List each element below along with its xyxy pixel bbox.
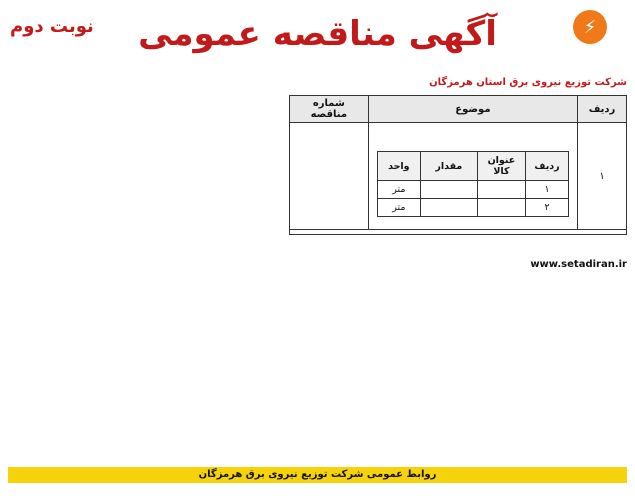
guarantee-note	[289, 230, 626, 235]
item-row: ۱	[526, 181, 569, 199]
intro	[8, 76, 627, 90]
col-subject: موضوع	[368, 96, 577, 123]
header	[0, 0, 635, 76]
col-tender-no: شماره مناقصه	[289, 96, 368, 123]
sub-col-row: ردیف	[526, 152, 569, 181]
tender-description	[373, 125, 573, 147]
item-row: ۲	[526, 199, 569, 217]
row-number: ۱	[578, 123, 627, 230]
item-unit: متر	[377, 199, 420, 217]
col-row: ردیف	[578, 96, 627, 123]
lightning-icon: ⚡	[573, 10, 607, 44]
sub-col-item: عنوان کالا	[477, 152, 525, 181]
deposit-note	[373, 221, 573, 227]
round-label: نوبت دوم	[10, 16, 94, 37]
body-text	[8, 258, 627, 448]
item-title	[477, 199, 525, 217]
item-qty	[420, 181, 477, 199]
tender-number	[289, 123, 368, 230]
item-title	[477, 181, 525, 199]
item-unit: متر	[377, 181, 420, 199]
sub-col-unit: واحد	[377, 152, 420, 181]
page-title: آگهی مناقصه عمومی	[138, 14, 497, 54]
tender-table	[289, 95, 627, 235]
table-row	[377, 181, 568, 199]
sub-col-qty: مقدار	[420, 152, 477, 181]
org-name: شرکت توزیع نیروی برق استان هرمزگان	[429, 77, 627, 88]
items-table	[377, 151, 569, 217]
table-row	[377, 199, 568, 217]
website-link[interactable]: www.setadiran.ir	[530, 259, 627, 270]
footer: روابط عمومی شرکت توزیع نیروی برق هرمزگان	[8, 467, 627, 483]
item-qty	[420, 199, 477, 217]
